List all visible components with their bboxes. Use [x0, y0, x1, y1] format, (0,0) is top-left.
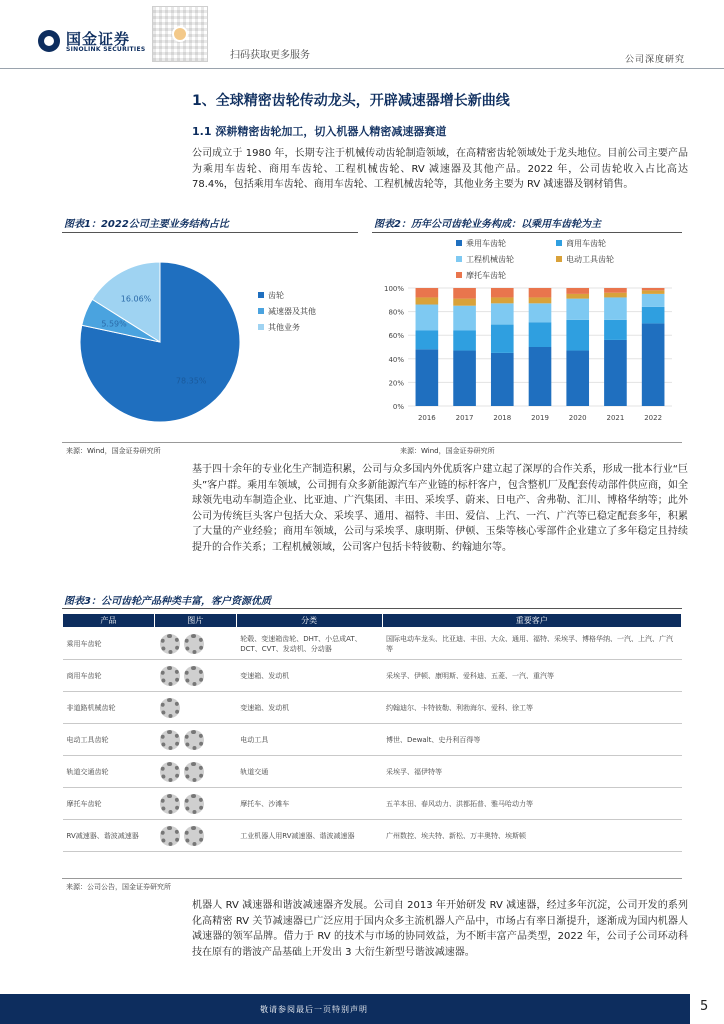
table-row: [63, 756, 682, 788]
bar-ytick-label: 60%: [388, 332, 404, 341]
bar-legend-swatch: [556, 256, 562, 262]
bar-segment-2: [416, 305, 439, 331]
product-name: 轨道交通齿轮: [63, 756, 155, 788]
product-customers: 博世、Dewalt、史丹利百得等: [382, 724, 682, 756]
product-image: [154, 628, 236, 660]
product-name: 电动工具齿轮: [63, 724, 155, 756]
table-header-product: 产品: [63, 614, 155, 628]
gear-icon: [160, 730, 180, 750]
pie-data-label: 16.06%: [120, 294, 152, 304]
bar-segment-3: [529, 297, 552, 303]
product-customers: 采埃孚、福伊特等: [382, 756, 682, 788]
product-category: 轮毂、变速箱齿轮、DHT、小总成AT、DCT、CVT、发动机、分动器: [236, 628, 382, 660]
table-row: [63, 724, 682, 756]
report-type: 公司深度研究: [625, 55, 686, 65]
product-customers: 采埃孚、伊顿、康明斯、爱科迪、五菱、一汽、重汽等: [382, 660, 682, 692]
bar-legend-label: 商用车齿轮: [566, 239, 606, 248]
bar-segment-0: [453, 351, 476, 406]
figure3-bottom-rule: [62, 878, 682, 879]
bar-legend-label: 电动工具齿轮: [566, 255, 614, 264]
gear-icon: [160, 794, 180, 814]
bar-segment-4: [453, 288, 476, 299]
product-name: 商用车齿轮: [63, 660, 155, 692]
bar-segment-4: [604, 288, 627, 293]
table-row: [63, 820, 682, 852]
bar-segment-3: [642, 290, 665, 294]
bar-segment-3: [491, 297, 514, 303]
bar-legend-label: 工程机械齿轮: [466, 255, 514, 264]
gear-icon: [184, 730, 204, 750]
table-header-image: 图片: [154, 614, 236, 628]
product-table: [62, 613, 682, 852]
pie-legend-swatch: [258, 292, 264, 298]
bar-segment-1: [416, 330, 439, 349]
product-category: 变速箱、发动机: [236, 692, 382, 724]
bar-segment-2: [604, 297, 627, 319]
figure1-source: 来源：Wind，国金证券研究所: [66, 447, 161, 455]
bar-xtick-label: 2019: [531, 414, 549, 422]
figure2-source: 来源：Wind，国金证券研究所: [400, 447, 495, 455]
page-number: 5: [700, 999, 709, 1014]
gear-icon: [160, 826, 180, 846]
paragraph-reducers: 机器人 RV 减速器和谐波减速器齐发展。公司自 2013 年开始研发 RV 减速器，经过多年沉淀，公司开发的系列化高精密 RV 关节减速器已广泛应用于国内众多主流机器人产品中，市场占有率日渐提升，逐渐成为国内机器人减速器的领军品牌。借力于 RV 的技术与市场的协同效益，为不断丰富产品类型，2022 年，公司子公司环动科技在原有的谐波产品基础上开发出 3 大衍生新型号谐波减速器。: [192, 900, 688, 958]
pie-chart: [62, 240, 358, 440]
bar-segment-0: [491, 353, 514, 406]
product-category: 摩托车、沙滩车: [236, 788, 382, 820]
qr-avatar-icon: [172, 26, 188, 42]
bar-legend-label: 摩托车齿轮: [466, 271, 506, 280]
gear-icon: [184, 762, 204, 782]
pie-legend-swatch: [258, 308, 264, 314]
bar-ytick-label: 100%: [383, 285, 404, 293]
product-category: 电动工具: [236, 724, 382, 756]
gear-icon: [160, 698, 180, 718]
product-customers: 国际电动车龙头、比亚迪、丰田、大众、通用、福特、采埃孚、博格华纳、一汽、上汽、广汽等: [382, 628, 682, 660]
bar-segment-2: [642, 294, 665, 307]
bar-segment-4: [491, 288, 514, 297]
pie-data-label: 5.59%: [101, 319, 127, 329]
qr-label: 扫码获取更多服务: [230, 50, 310, 61]
bar-segment-3: [604, 293, 627, 298]
figure2-title: 图表2：历年公司齿轮业务构成：以乘用车齿轮为主: [374, 219, 601, 230]
pie-legend-label: 其他业务: [268, 323, 300, 332]
bar-ytick-label: 40%: [388, 355, 404, 364]
bar-segment-1: [642, 307, 665, 324]
brand-name-en: SINOLINK SECURITIES: [66, 46, 146, 53]
stacked-bar-chart: [372, 236, 682, 432]
pie-legend-label: 减速器及其他: [268, 307, 316, 316]
figures-bottom-rule: [62, 442, 682, 443]
bar-segment-1: [491, 325, 514, 353]
product-name: 非道路机械齿轮: [63, 692, 155, 724]
bar-legend-swatch: [556, 240, 562, 246]
bar-segment-3: [566, 294, 589, 299]
bar-segment-2: [453, 306, 476, 331]
product-image: [154, 820, 236, 852]
bar-segment-0: [566, 351, 589, 406]
header-divider: [0, 68, 724, 69]
pie-legend-label: 齿轮: [268, 291, 284, 300]
brand-logo-icon: [38, 30, 60, 52]
product-name: 摩托车齿轮: [63, 788, 155, 820]
gear-icon: [184, 794, 204, 814]
figure3-source: 来源：公司公告，国金证券研究所: [66, 883, 171, 891]
figure2-top-rule: [372, 232, 682, 233]
product-image: [154, 692, 236, 724]
figure3-title: 图表3：公司齿轮产品种类丰富，客户资源优质: [64, 596, 271, 607]
bar-segment-0: [642, 323, 665, 406]
product-customers: 五羊本田、春风动力、洪都拓普、雅马哈动力等: [382, 788, 682, 820]
product-image: [154, 724, 236, 756]
product-name: RV减速器、谐波减速器: [63, 820, 155, 852]
table-row: [63, 660, 682, 692]
gear-icon: [184, 634, 204, 654]
paragraph-customers: 基于四十余年的专业化生产制造积累，公司与众多国内外优质客户建立起了深厚的合作关系，形成一批本行业“巨头”客户群。乘用车领域，公司拥有众多新能源汽车产业链的标杆客户，包含整机厂及配套传动部件供应商，如全球领先电动车制造企业、比亚迪、广汽集团、丰田、采埃孚、蔚来、日电产、舍弗勒、汇川、博格华纳等；此外公司为传统巨头客户包括大众、采埃孚、通用、福特、丰田、爱信、上汽、一汽、广汽等已稳定配套多年，积累了大量的产业经验；商用车领域，公司与采埃孚、康明斯、伊顿、玉柴等核心零部件企业建立了多年稳定且持续提升的合作关系；工程机械领域，公司客户包括卡特彼勒、约翰迪尔等。: [192, 464, 688, 553]
bar-segment-0: [416, 349, 439, 406]
gear-icon: [160, 634, 180, 654]
figure1-top-rule: [62, 232, 358, 233]
product-image: [154, 788, 236, 820]
bar-xtick-label: 2021: [606, 414, 625, 422]
gear-icon: [160, 666, 180, 686]
paragraph-intro: 公司成立于 1980 年，长期专注于机械传动齿轮制造领域，在高精密齿轮领域处于龙头地位。目前公司主要产品为乘用车齿轮、商用车齿轮、工程机械齿轮、RV 减速器及其他产品。2022 年，公司齿轮收入占比高达 78.4%，包括乘用车齿轮、商用车齿轮、工程机械齿轮等，其他业务主要为 RV 减速器及钢材销售。: [192, 148, 688, 190]
table-row: [63, 692, 682, 724]
product-name: 乘用车齿轮: [63, 628, 155, 660]
subsection-heading: 1.1 深耕精密齿轮加工，切入机器人精密减速器赛道: [192, 125, 447, 138]
bar-legend-swatch: [456, 240, 462, 246]
bar-segment-3: [453, 299, 476, 306]
product-customers: 广州数控、埃夫特、新松、万丰奥特、埃斯顿: [382, 820, 682, 852]
bar-xtick-label: 2022: [644, 414, 663, 422]
bar-segment-2: [529, 303, 552, 322]
product-image: [154, 756, 236, 788]
gear-icon: [184, 826, 204, 846]
bar-xtick-label: 2017: [455, 414, 474, 422]
bar-legend-label: 乘用车齿轮: [466, 239, 506, 248]
bar-xtick-label: 2018: [493, 414, 512, 422]
footer-disclaimer[interactable]: 敬请参阅最后一页特别声明: [260, 1005, 368, 1014]
bar-segment-1: [453, 330, 476, 350]
brand-name-cn: 国金证券: [66, 30, 131, 48]
bar-segment-3: [416, 297, 439, 304]
bar-segment-1: [529, 322, 552, 347]
pie-data-label: 78.35%: [175, 376, 207, 386]
table-header-customers: 重要客户: [382, 614, 682, 628]
table-row: [63, 788, 682, 820]
bar-ytick-label: 80%: [388, 308, 404, 317]
product-category: 变速箱、发动机: [236, 660, 382, 692]
product-customers: 约翰迪尔、卡特彼勒、利勃海尔、爱科、徐工等: [382, 692, 682, 724]
gear-icon: [184, 666, 204, 686]
bar-legend-swatch: [456, 272, 462, 278]
bar-segment-1: [566, 320, 589, 351]
figure3-top-rule: [62, 608, 682, 609]
bar-legend-swatch: [456, 256, 462, 262]
bar-segment-0: [604, 340, 627, 406]
bar-segment-4: [642, 288, 665, 290]
bar-ytick-label: 0%: [392, 403, 404, 411]
bar-segment-1: [604, 320, 627, 340]
bar-segment-2: [491, 303, 514, 324]
product-category: 轨道交通: [236, 756, 382, 788]
table-row: [63, 628, 682, 660]
bar-segment-0: [529, 347, 552, 406]
bar-segment-4: [416, 288, 439, 297]
bar-segment-4: [566, 288, 589, 294]
product-category: 工业机器人用RV减速器、谐波减速器: [236, 820, 382, 852]
bar-xtick-label: 2020: [568, 414, 587, 422]
section-heading: 1、全球精密齿轮传动龙头，开辟减速器增长新曲线: [192, 93, 510, 109]
product-image: [154, 660, 236, 692]
figure1-title: 图表1：2022公司主要业务结构占比: [64, 219, 229, 230]
table-header-category: 分类: [236, 614, 382, 628]
bar-segment-4: [529, 288, 552, 297]
pie-legend-swatch: [258, 324, 264, 330]
bar-ytick-label: 20%: [388, 379, 404, 388]
bar-xtick-label: 2016: [417, 414, 436, 422]
bar-segment-2: [566, 299, 589, 320]
gear-icon: [160, 762, 180, 782]
